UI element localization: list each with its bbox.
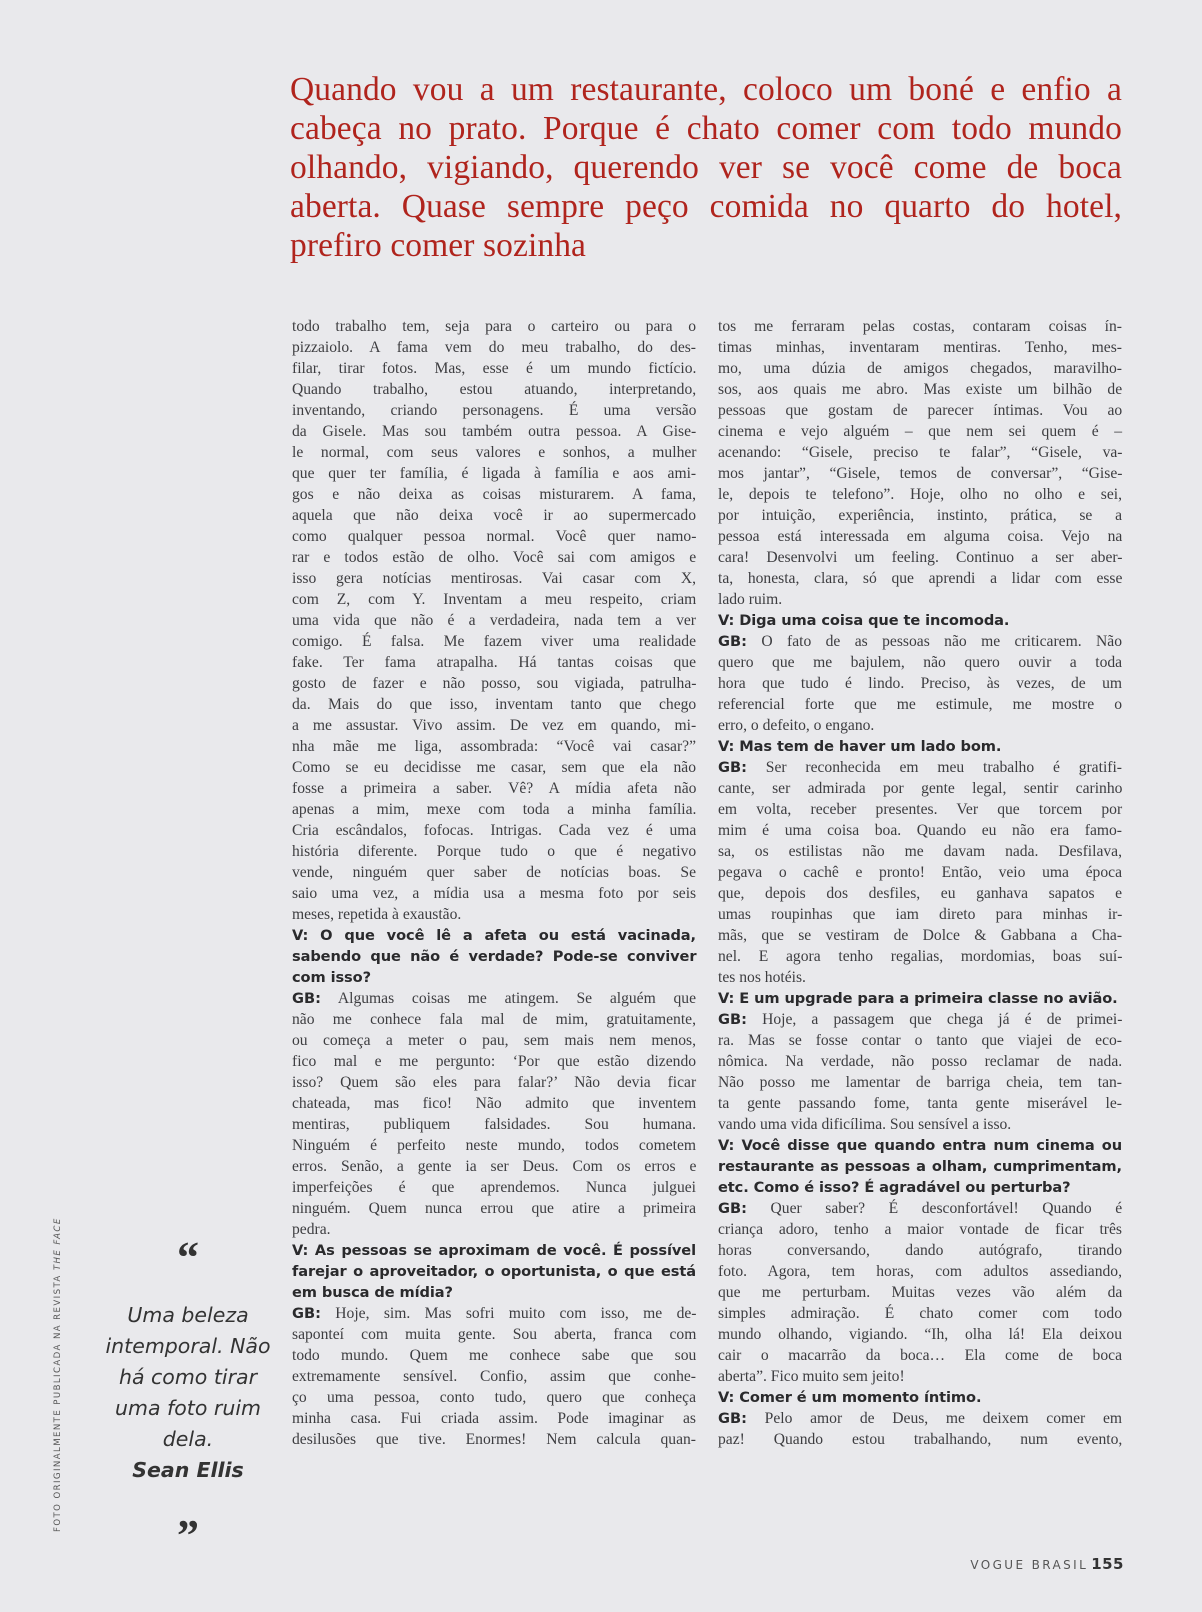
line-text: todo trabalho tem, seja para o carteiro ou para o [292,318,696,335]
line-text: da Gisele. Mas sou também outra pessoa. A Gise- [292,423,697,440]
speaker-label: GB: [718,1011,747,1028]
text-line [292,1135,696,1156]
text-line [292,379,696,400]
text-line [718,1303,1122,1324]
line-text: V: Você disse que quando entra num cinema ou [718,1137,1122,1154]
line-text: Ninguém é perfeito neste mundo, todos cometem [292,1137,697,1154]
text-line [718,778,1122,799]
line-text: com isso? [292,969,371,986]
line-text: le, depois te telefono”. Hoje, olho no olho e sei, [718,486,1122,503]
line-text: V: As pessoas se aproximam de você. É possível [292,1242,696,1259]
text-line [718,358,1122,379]
line-text: vando uma vida dificílima. Sou sensível a isso. [718,1116,1012,1133]
line-text: cinema e vejo alguém – que nem sei quem é – [718,423,1122,440]
line-text: cair o macarrão da boca… Ela come de boca [718,1347,1122,1364]
side-quote-text: Uma beleza intemporal. Não há como tirar uma foto ruim dela. [105,1303,271,1451]
text-line [292,1009,696,1030]
text-line [292,736,696,757]
photo-credit-magazine: THE FACE [53,1217,63,1271]
text-line [292,883,696,904]
line-text: Pelo amor de Deus, me deixem comer em [746,1410,1122,1427]
line-text: pessoa está interessada em alguma coisa. Vejo na [718,528,1123,545]
text-line [718,799,1122,820]
line-text: nel. E agora tenho regalias, mordomias, boas suí- [718,948,1123,965]
line-text: rar e todos estão de olho. Você sai com amigos e [292,549,697,566]
text-line [292,1219,696,1240]
text-line [292,442,696,463]
text-line [718,883,1122,904]
line-text: em busca de mídia? [292,1284,453,1301]
line-text: pizzaiolo. A fama vem do meu trabalho, do des- [292,339,696,356]
line-text: por intuição, experiência, instinto, prática, se a [718,507,1122,524]
text-line [292,526,696,547]
text-line [292,862,696,883]
text-line [718,673,1122,694]
text-line [292,505,696,526]
line-text: da. Mais do que isso, inventam tanto que chego [292,696,697,713]
interview-question-line [292,1261,696,1282]
line-text: mãs, que se vestiram de Dolce & Gabbana a Cha- [718,927,1123,944]
line-text: em volta, receber presentes. Ver que torcem por [718,801,1123,818]
text-line [292,988,696,1009]
interview-question-line [292,946,696,967]
line-text: erro, o defeito, o engano. [718,717,875,734]
text-line [292,1114,696,1135]
line-text: criança adoro, tenho a maior vontade de ficar três [718,1221,1122,1238]
text-line [292,337,696,358]
interview-question-line [718,736,1122,757]
line-text: hora que tudo é lindo. Preciso, às vezes, de um [718,675,1122,692]
text-line [718,757,1122,778]
line-text: gosto de fazer e não posso, sou vigiada, patrulha- [292,675,697,692]
line-text: pessoas que gostam de parecer íntimas. Vou ao [718,402,1123,419]
text-line [718,967,1122,988]
line-text: apenas a mim, mexe com toda a minha família. [292,801,697,818]
line-text: mo, uma dúzia de amigos chegados, maravilho- [718,360,1122,377]
line-text: le normal, com seus valores e sonhos, a mulher [292,444,697,461]
text-line [718,1093,1122,1114]
text-line [292,589,696,610]
line-text: Algumas coisas me atingem. Se alguém que [320,990,696,1007]
line-text: a me assustar. Vivo assim. De vez em quando, mi- [292,717,697,734]
text-line [292,463,696,484]
text-line [718,1345,1122,1366]
line-text: referencial forte que me estimule, me mostre o [718,696,1122,713]
line-text: mentiras, publiquem falsidades. Sou humana. [292,1116,696,1133]
line-text: Não posso me lamentar de barriga cheia, tem tan- [718,1074,1122,1091]
line-text: tos me ferraram pelas costas, contaram coisas ín- [718,318,1122,335]
line-text: Cria escândalos, fofocas. Intrigas. Cada vez é uma [292,822,697,839]
speaker-label: GB: [718,759,747,776]
text-line [292,841,696,862]
text-line [718,1072,1122,1093]
text-line [292,1093,696,1114]
line-text: quero que me bajulem, não quero ouvir a toda [718,654,1123,671]
text-line [718,1429,1122,1450]
line-text: ta gente passando fome, tanta gente miserável le- [718,1095,1122,1112]
line-text: foto. Agora, tem horas, com adultos assediando, [718,1263,1122,1280]
photo-credit-prefix: FOTO ORIGINALMENTE PUBLICADA NA REVISTA [53,1270,63,1532]
text-line [292,1198,696,1219]
line-text: que, depois dos desfiles, eu ganhava sapatos e [718,885,1123,902]
text-line [718,442,1122,463]
line-text: paz! Quando estou trabalhando, num evento, [718,1431,1123,1448]
folio-magazine: VOGUE BRASIL [970,1558,1089,1572]
line-text: pegava o cachê e pronto! Então, veio uma época [718,864,1122,881]
line-text: fake. Ter fama atrapalha. Há tantas coisas que [292,654,696,671]
speaker-label: GB: [292,1305,321,1322]
text-line [718,463,1122,484]
text-line [718,925,1122,946]
text-line [292,1303,696,1324]
photo-credit [53,1212,67,1532]
line-text: mos jantar”, “Gisele, temos de conversar”, “Gise- [718,465,1123,482]
line-text: timas minhas, inventaram mentiras. Tenho, mes- [718,339,1122,356]
line-text: tes nos hotéis. [718,969,806,986]
text-line [718,1366,1122,1387]
text-line [718,589,1122,610]
line-text: isso? Quem são eles para falar?’ Não devia ficar [292,1074,697,1091]
text-line [718,631,1122,652]
text-line [292,1177,696,1198]
text-line [718,379,1122,400]
line-text: farejar o aproveitador, o oportunista, o que está [292,1263,696,1280]
text-line [292,547,696,568]
line-text: horas conversando, dando autógrafo, tirando [718,1242,1122,1259]
text-line [292,1030,696,1051]
line-text: todo mundo. Quem me conhece sabe que sou [292,1347,697,1364]
text-line [718,904,1122,925]
line-text: minha casa. Fui criada assim. Pode imaginar as [292,1410,696,1427]
line-text: V: O que você lê a afeta ou está vacinada, [292,927,696,944]
text-line [292,1366,696,1387]
text-line [292,1324,696,1345]
line-text: simples admiração. É chato comer com todo [718,1305,1122,1322]
line-text: como qualquer pessoa normal. Você quer namo- [292,528,697,545]
text-line [718,1114,1122,1135]
open-quote-mark: “ [177,1233,199,1282]
interview-question-line [292,1282,696,1303]
text-line [718,484,1122,505]
line-text: ra. Mas se fosse contar o tanto que viajei de eco- [718,1032,1122,1049]
interview-question-line [718,988,1122,1009]
interview-question-line [292,925,696,946]
line-text: meses, repetida à exaustão. [292,906,462,923]
text-line [718,841,1122,862]
line-text: ninguém. Quem nunca errou que atire a primeira [292,1200,696,1217]
interview-question-line [718,610,1122,631]
text-line [292,1051,696,1072]
text-line [718,1030,1122,1051]
line-text: ou começa a meter o pau, sem mais nem menos, [292,1032,696,1049]
side-quote-author: Sean Ellis [132,1458,244,1482]
line-text: isso gera notícias mentirosas. Vai casar com X, [292,570,696,587]
line-text: chateada, mas fico! Não admito que inventem [292,1095,697,1112]
line-text: saio uma vez, a mídia usa a mesma foto por seis [292,885,697,902]
speaker-label: GB: [718,633,747,650]
text-line [718,1240,1122,1261]
line-text: vende, ninguém quer saber de notícias boas. Se [292,864,696,881]
text-line [718,505,1122,526]
text-line [292,904,696,925]
text-line [292,1387,696,1408]
text-line [718,652,1122,673]
line-text: aberta”. Fico muito sem jeito! [718,1368,905,1385]
pull-quote: Quando vou a um restaurante, coloco um boné e enfio a cabeça no prato. Porque é chato comer com todo mundo olhando, vigiando, querendo ver se você come de boca aberta. Quase sempre peço comida no quarto do hotel, prefiro comer sozinha [290,71,1122,264]
interview-question-line [292,1240,696,1261]
text-line [718,1324,1122,1345]
text-line [292,652,696,673]
text-line [292,484,696,505]
line-text: que me perturbam. Muitas vezes vão além da [718,1284,1123,1301]
line-text: fico mal e me pergunto: ‘Por que estão dizendo [292,1053,697,1070]
text-line [292,1345,696,1366]
line-text: Como se eu decidisse me casar, sem que ela não [292,759,696,776]
text-line [718,568,1122,589]
text-line [718,421,1122,442]
text-line [718,694,1122,715]
article-column-1 [292,316,696,1450]
text-line [718,1282,1122,1303]
interview-question-line [718,1156,1122,1177]
text-line [718,1198,1122,1219]
text-line [292,400,696,421]
speaker-label: GB: [718,1200,747,1217]
article-column-2 [718,316,1122,1450]
line-text: saponteí com muita gente. Sou aberta, franca com [292,1326,697,1343]
line-text: fosse a primeira a saber. Vê? A mídia afeta não [292,780,697,797]
line-text: Hoje, sim. Mas sofri muito com isso, me de- [320,1305,697,1322]
line-text: que quer ter família, é ligada à família e aos ami- [292,465,697,482]
text-line [292,694,696,715]
text-line [718,946,1122,967]
line-text: sa, os estilistas não me davam nada. Desfilava, [718,843,1122,860]
line-text: Hoje, a passagem que chega já é de primei- [746,1011,1123,1028]
line-text: V: E um upgrade para a primeira classe no avião. [718,990,1118,1007]
text-line [292,316,696,337]
text-line [718,400,1122,421]
page-folio [970,1555,1124,1573]
line-text: Quando trabalho, estou atuando, interpretando, [292,381,697,398]
line-text: gos e não deixa as coisas misturarem. A fama, [292,486,696,503]
line-text: lado ruim. [718,591,783,608]
line-text: V: Comer é um momento íntimo. [718,1389,982,1406]
line-text: ço uma pessoa, conto tudo, quero que conheça [292,1389,696,1406]
line-text: sos, aos quais me abro. Mas existe um bilhão de [718,381,1123,398]
text-line [292,631,696,652]
line-text: ta, honesta, clara, só que aprendi a lidar com esse [718,570,1123,587]
speaker-label: GB: [718,1410,747,1427]
interview-question-line [292,967,696,988]
line-text: uma vida que não é a verdadeira, nada tem a ver [292,612,696,629]
line-text: etc. Como é isso? É agradável ou perturba? [718,1179,1071,1196]
text-line [292,778,696,799]
text-line [292,421,696,442]
line-text: aquela que não deixa você ir ao supermercado [292,507,696,524]
line-text: erros. Senão, a gente ia ser Deus. Com os erros e [292,1158,697,1175]
text-line [718,1408,1122,1429]
text-line [718,715,1122,736]
side-quote [98,1233,278,1560]
line-text: não me conhece fala mal de mim, gratuitamente, [292,1011,696,1028]
speaker-label: GB: [292,990,321,1007]
text-line [718,1261,1122,1282]
line-text: restaurante as pessoas a olham, cumprimentam, [718,1158,1122,1175]
text-line [292,673,696,694]
line-text: umas roupinhas que iam direto para minhas ir- [718,906,1123,923]
line-text: imperfeições é que aprendemos. Nunca julguei [292,1179,696,1196]
line-text: história diferente. Porque tudo o que é negativo [292,843,697,860]
line-text: cara! Desenvolvi um feeling. Continuo a ser aber- [718,549,1123,566]
text-line [292,358,696,379]
text-line [718,547,1122,568]
text-line [718,820,1122,841]
text-line [718,337,1122,358]
line-text: O fato de as pessoas não me criticarem. Não [746,633,1122,650]
line-text: Ser reconhecida em meu trabalho é gratifi- [746,759,1122,776]
text-line [292,799,696,820]
text-line [718,1009,1122,1030]
interview-question-line [718,1177,1122,1198]
line-text: pedra. [292,1221,331,1238]
line-text: desilusões que tive. Enormes! Nem calcula quan- [292,1431,696,1448]
line-text: acenando: “Gisele, preciso te falar”, “Gisele, va- [718,444,1123,461]
line-text: V: Mas tem de haver um lado bom. [718,738,1002,755]
line-text: extremamente sensível. Confio, assim que conhe- [292,1368,696,1385]
text-line [292,757,696,778]
text-line [292,1072,696,1093]
line-text: mundo olhando, vigiando. “Ih, olha lá! Ela deixou [718,1326,1122,1343]
line-text: V: Diga uma coisa que te incomoda. [718,612,1010,629]
text-line [292,820,696,841]
close-quote-mark: ” [177,1511,199,1560]
line-text: cante, ser admirada por gente legal, sentir carinho [718,780,1123,797]
interview-question-line [718,1387,1122,1408]
text-line [718,316,1122,337]
page-number: 155 [1091,1555,1124,1573]
text-line [718,1051,1122,1072]
text-line [292,1429,696,1450]
text-line [292,1408,696,1429]
line-text: nômica. Na verdade, não posso reclamar de nada. [718,1053,1123,1070]
text-line [292,1156,696,1177]
line-text: comigo. É falsa. Me fazem viver uma realidade [292,633,696,650]
line-text: sabendo que não é verdade? Pode-se conviver [292,948,697,965]
interview-question-line [718,1135,1122,1156]
text-line [718,1219,1122,1240]
line-text: Quer saber? É desconfortável! Quando é [746,1200,1123,1217]
text-line [292,610,696,631]
line-text: inventando, criando personagens. É uma versão [292,402,697,419]
line-text: com Z, com Y. Inventam a meu respeito, criam [292,591,697,608]
text-line [718,526,1122,547]
text-line [292,715,696,736]
line-text: mim é uma coisa boa. Quando eu não era famo- [718,822,1122,839]
text-line [292,568,696,589]
text-line [718,862,1122,883]
line-text: nha mãe me liga, assombrada: “Você vai casar?” [292,738,696,755]
line-text: filar, tirar fotos. Mas, esse é um mundo fictício. [292,360,697,377]
